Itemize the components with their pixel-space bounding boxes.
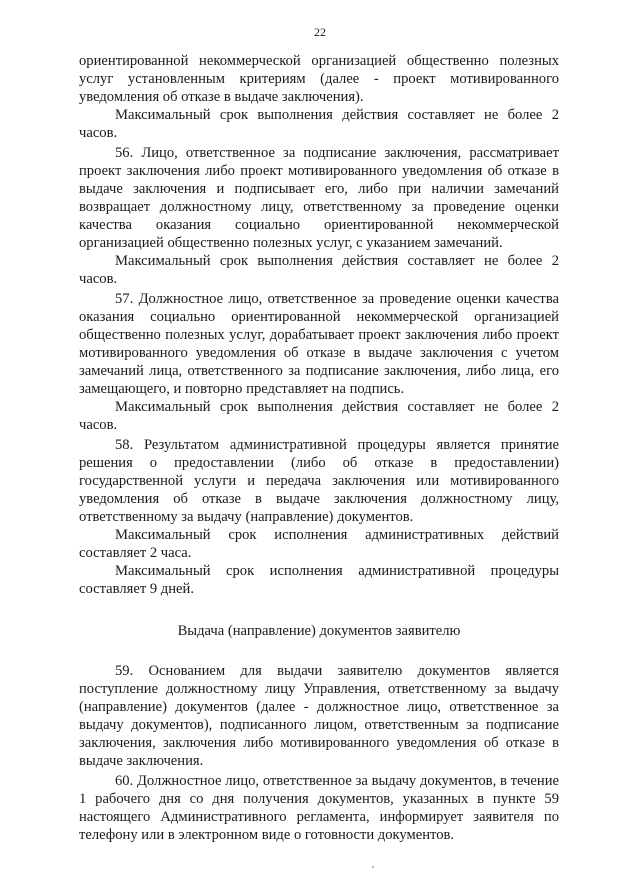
paragraph-59: 59. Основанием для выдачи заявителю документов является поступление должностному лицу Управления, ответственному за выдачу (направление) документов (далее - должностное лицо, ответственное за выдачу документов), подписанного лицом, ответственным за подписание заключения, заключения либо мотивированного уведомления об отказе в выдаче заключения. bbox=[79, 663, 559, 769]
paragraph-time-limit: Максимальный срок выполнения действия составляет не более 2 часов. bbox=[79, 107, 559, 141]
paragraph-time-limit: Максимальный срок выполнения действия составляет не более 2 часов. bbox=[79, 253, 559, 287]
paragraph-actions-limit: Максимальный срок исполнения административных действий составляет 2 часа. bbox=[79, 527, 559, 561]
paragraph-56: 56. Лицо, ответственное за подписание заключения, рассматривает проект заключения либо проект мотивированного уведомления об отказе в выдаче заключения и подписывает его, либо при наличии замечаний возвращает должностному лицу, ответственному за проведение оценки качества оказания социально ориентированной некоммерческой организацией общественно полезных услуг, с указанием замечаний. bbox=[79, 145, 559, 251]
paragraph-60: 60. Должностное лицо, ответственное за выдачу документов, в течение 1 рабочего дня со дня получения документов, указанных в пункте 59 настоящего Административного регламента, информирует заявителя по телефону или в электронном виде о готовности документов. bbox=[79, 773, 559, 843]
section-heading: Выдача (направление) документов заявителю bbox=[177, 623, 461, 639]
paragraph-58: 58. Результатом административной процедуры является принятие решения о предоставлении (либо об отказе в предоставлении) государственной услуги и передача заключения или мотивированного уведомления об отказе в выдаче заключения должностному лицу, ответственному за выдачу (направление) документов. bbox=[79, 437, 559, 525]
paragraph-procedure-limit: Максимальный срок исполнения административной процедуры составляет 9 дней. bbox=[79, 563, 559, 597]
paragraph-57: 57. Должностное лицо, ответственное за проведение оценки качества оказания социально ориентированной некоммерческой организацией общественно полезных услуг, дорабатывает проект заключения либо проект мотивированного уведомления об отказе в выдаче заключения с учетом замечаний лица, ответственного за подписание заключения, либо лица, его замещающего, и повторно представляет на подпись. bbox=[79, 291, 559, 397]
document-body bbox=[79, 52, 559, 844]
page-number: 22 bbox=[314, 25, 326, 39]
paragraph-time-limit: Максимальный срок выполнения действия составляет не более 2 часов. bbox=[79, 399, 559, 433]
scan-speck bbox=[372, 866, 374, 868]
paragraph-continuation: ориентированной некоммерческой организацией общественно полезных услуг установленным критериям (далее - проект мотивированного уведомления об отказе в выдаче заключения). bbox=[79, 53, 559, 105]
